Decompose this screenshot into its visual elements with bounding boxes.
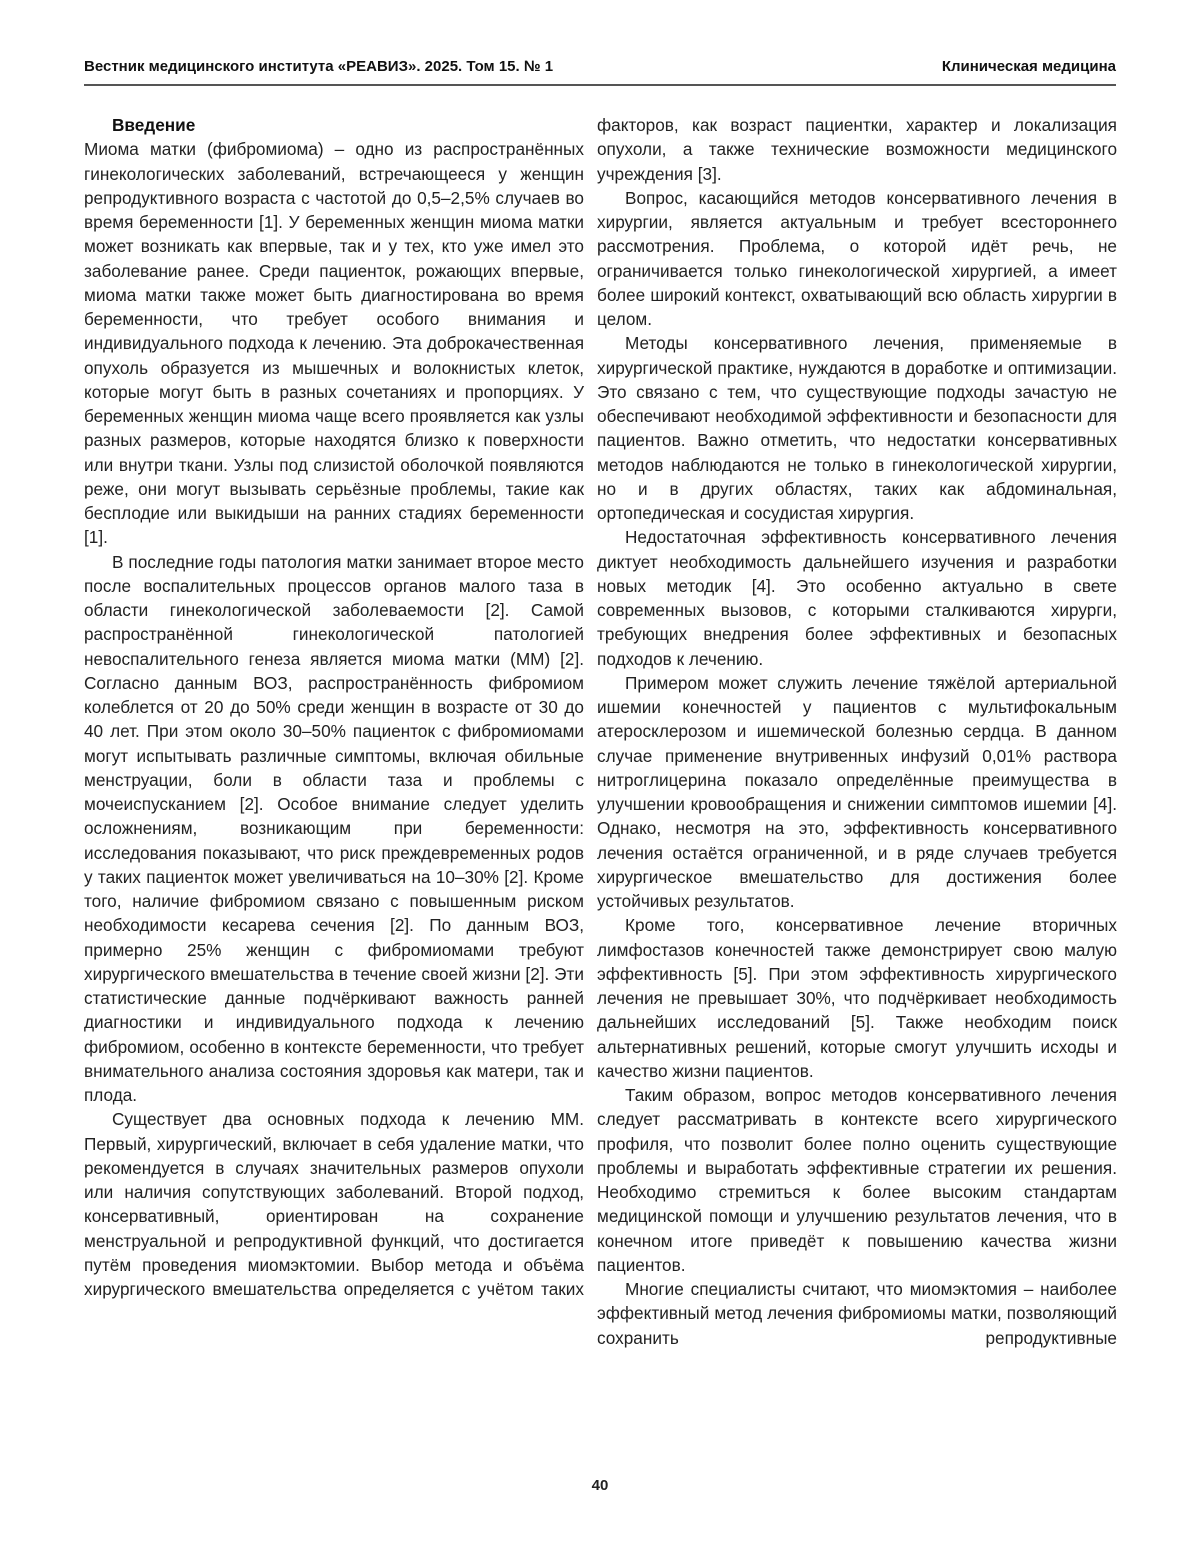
running-header [84, 54, 1116, 86]
left-column [84, 113, 584, 1301]
section-heading: Введение [84, 113, 584, 137]
paragraph: Миома матки (фибромиома) – одно из распространённых гинекологических заболеваний, встречающееся у женщин репродуктивного возраста с частотой до 0,5–2,5% случаев во время беременности [1]. У беременных женщин миома матки может возникать как впервые, так и у тех, кто уже имел это заболевание ранее. Среди пациенток, рожающих впервые, миома матки также может быть диагностирована во время беременности, что требует особого внимания и индивидуального подхода к лечению. Эта доброкачественная опухоль образуется из мышечных и волокнистых клеток, которые могут быть в разных сочетаниях и пропорциях. У беременных женщин миома чаще всего проявляется как узлы разных размеров, которые находятся близко к поверхности или внутри ткани. Узлы под слизистой оболочкой появляются реже, они могут вызывать серьёзные проблемы, такие как бесплодие или выкидыши на ранних стадиях беременности [1]. [84, 137, 584, 549]
paragraph: Методы консервативного лечения, применяемые в хирургической практике, нуждаются в доработке и оптимизации. Это связано с тем, что существующие подходы зачастую не обеспечивают необходимой эффективности и безопасности для пациентов. Важно отметить, что недостатки консервативных методов наблюдаются не только в гинекологической хирургии, но и в других областях, таких как абдоминальная, ортопедическая и сосудистая хирургия. [597, 331, 1117, 525]
paragraph: Вопрос, касающийся методов консервативного лечения в хирургии, является актуальным и требует всестороннего рассмотрения. Проблема, о которой идёт речь, не ограничивается только гинекологической хирургией, а имеет более широкий контекст, охватывающий всю область хирургии в целом. [597, 186, 1117, 332]
paragraph: Примером может служить лечение тяжёлой артериальной ишемии конечностей у пациентов с мультифокальным атеросклерозом и ишемической болезнью сердца. В данном случае применение внутривенных инфузий 0,01% раствора нитроглицерина показало определённые преимущества в улучшении кровообращения и снижении симптомов ишемии [4]. Однако, несмотря на это, эффективность консервативного лечения остаётся ограниченной, и в ряде случаев требуется хирургическое вмешательство для достижения более устойчивых результатов. [597, 671, 1117, 914]
paragraph: Существует два основных подхода к лечению ММ. Первый, хирургический, включает в себя удаление матки, что рекомендуется в случаях значительных размеров опухоли или наличия сопутствующих заболеваний. Второй подход, консервативный, ориентирован на сохранение менструальной и репродуктивной функций, что достигается путём проведения миомэктомии. Выбор метода и объёма хирургического вмешательства определяется с учётом таких [84, 1107, 584, 1301]
paragraph: Многие специалисты считают, что миомэктомия – наиболее эффективный метод лечения фибромиомы матки, позволяющий сохранить репродуктивные [597, 1277, 1117, 1350]
paragraph: Кроме того, консервативное лечение вторичных лимфостазов конечностей также демонстрирует свою малую эффективность [5]. При этом эффективность хирургического лечения не превышает 30%, что подчёркивает необходимость дальнейших исследований [5]. Также необходим поиск альтернативных решений, которые смогут улучшить исходы и качество жизни пациентов. [597, 913, 1117, 1083]
journal-title: Вестник медицинского института «РЕАВИЗ». 2025. Том 15. № 1 [84, 58, 553, 75]
right-column [597, 113, 1117, 1350]
paragraph: В последние годы патология матки занимает второе место после воспалительных процессов органов малого таза в области гинекологической заболеваемости [2]. Самой распространённой гинекологической патологией невоспалительного генеза является миома матки (ММ) [2]. Согласно данным ВОЗ, распространённость фибромиом колеблется от 20 до 50% среди женщин в возрасте от 30 до 40 лет. При этом около 30–50% пациенток с фибромиомами могут испытывать различные симптомы, включая обильные менструации, боли в области таза и проблемы с мочеиспусканием [2]. Особое внимание следует уделить осложнениям, возникающим при беременности: исследования показывают, что риск преждевременных родов у таких пациенток может увеличиваться на 10–30% [2]. Кроме того, наличие фибромиом связано с повышенным риском необходимости кесарева сечения [2]. По данным ВОЗ, примерно 25% женщин с фибромиомами требуют хирургического вмешательства в течение своей жизни [2]. Эти статистические данные подчёркивают важность ранней диагностики и индивидуального подхода к лечению фибромиом, особенно в контексте беременности, что требует внимательного анализа состояния здоровья как матери, так и плода. [84, 550, 584, 1108]
paragraph: факторов, как возраст пациентки, характер и локализация опухоли, а также технические возможности медицинского учреждения [3]. [597, 113, 1117, 186]
section-title: Клиническая медицина [942, 58, 1116, 75]
paragraph: Недостаточная эффективность консервативного лечения диктует необходимость дальнейшего изучения и разработки новых методик [4]. Это особенно актуально в свете современных вызовов, с которыми сталкиваются хирурги, требующих внедрения более эффективных и безопасных подходов к лечению. [597, 525, 1117, 671]
page-number: 40 [0, 1477, 1200, 1494]
paragraph: Таким образом, вопрос методов консервативного лечения следует рассматривать в контексте всего хирургического профиля, что позволит более полно оценить существующие проблемы и выработать эффективные стратегии их решения. Необходимо стремиться к более высоким стандартам медицинской помощи и улучшению результатов лечения, что в конечном итоге приведёт к повышению качества жизни пациентов. [597, 1083, 1117, 1277]
